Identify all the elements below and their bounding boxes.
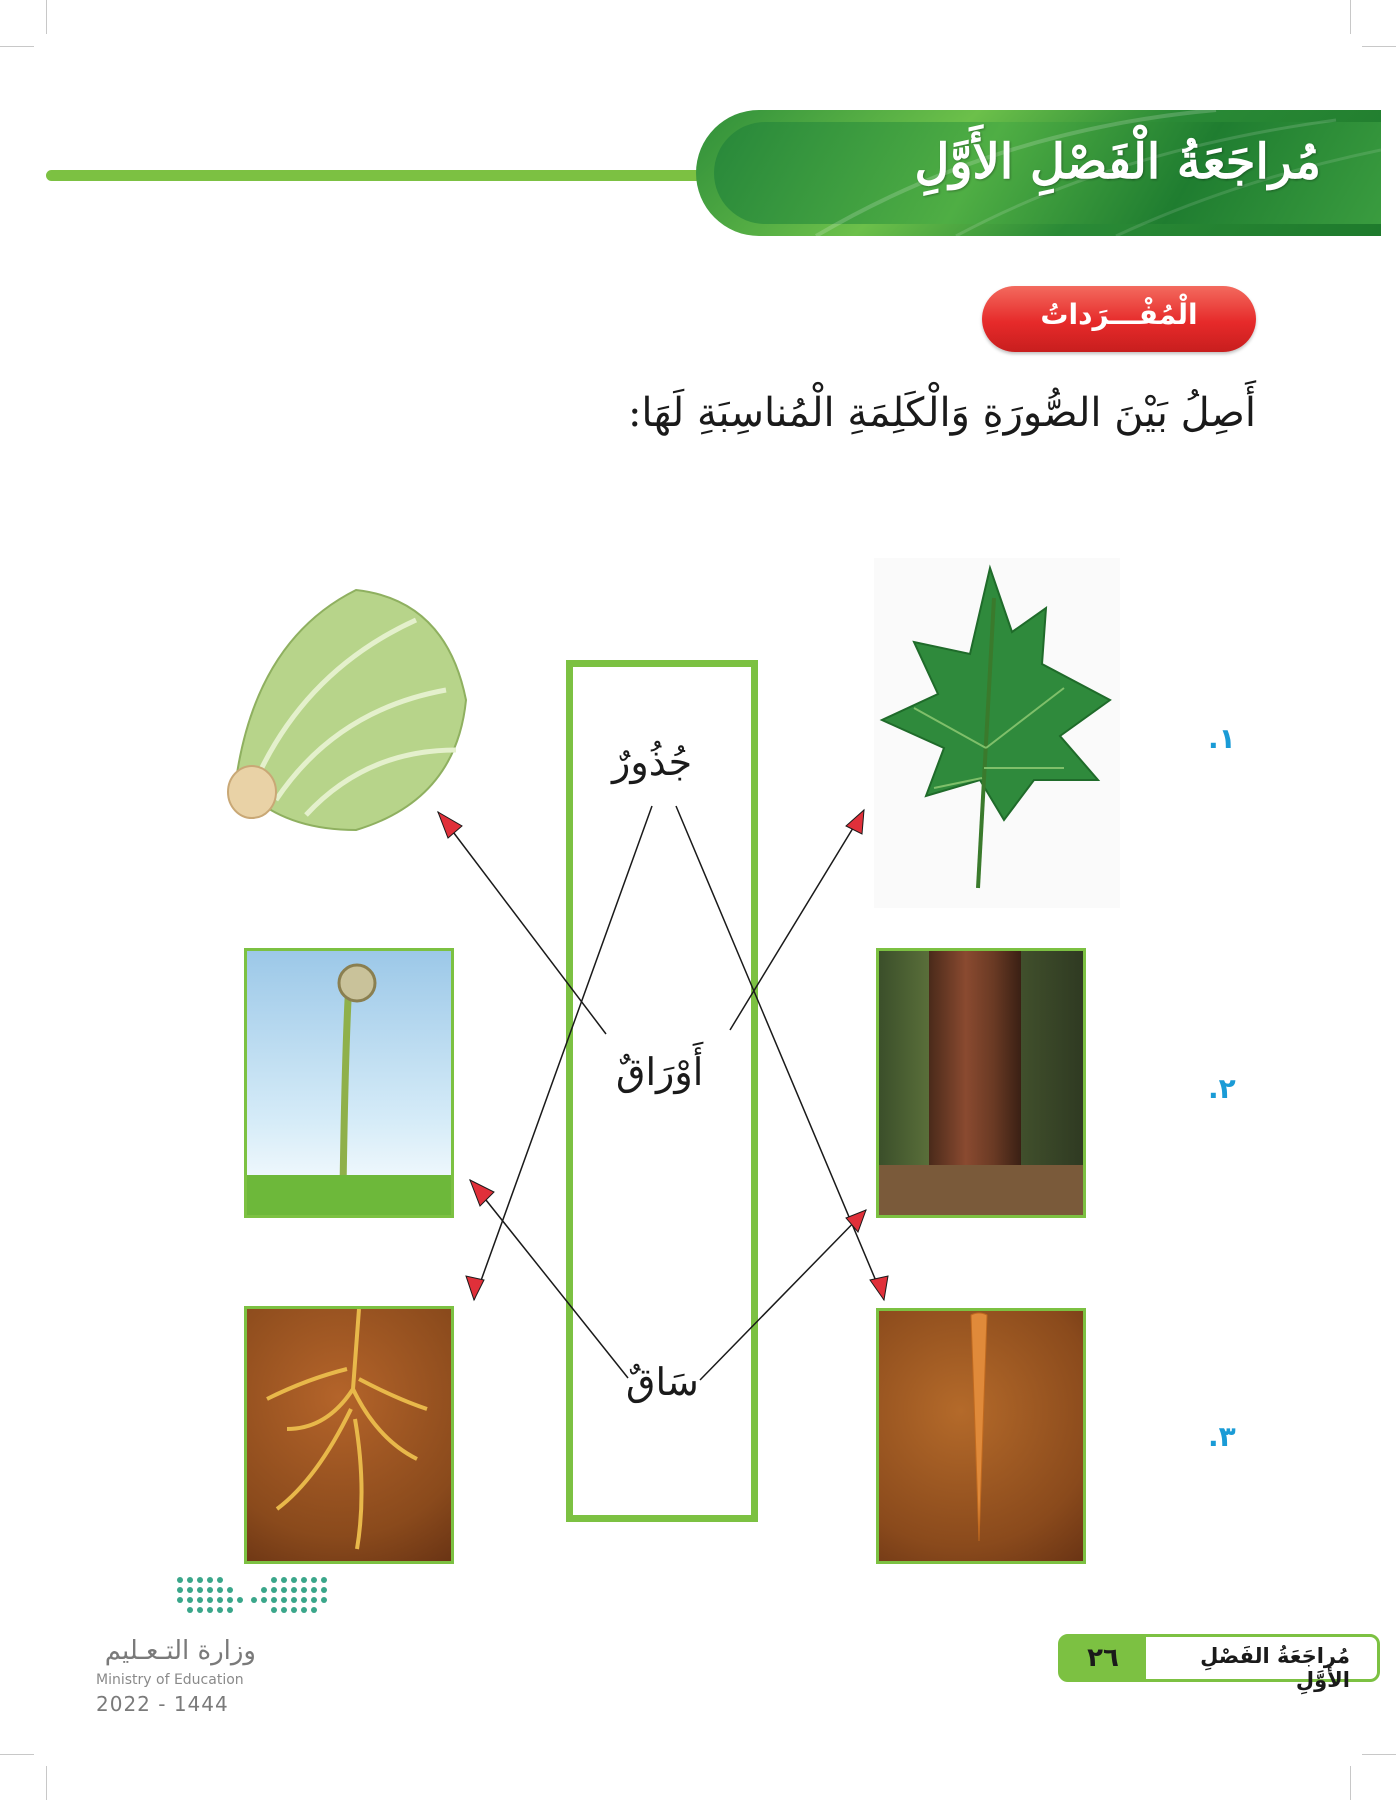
row-number-1: ١. <box>1208 722 1236 755</box>
line-stem-to-flower <box>470 1180 628 1378</box>
word-roots[interactable]: جُذُورٌ <box>612 740 693 784</box>
page-number: ٢٦ <box>1060 1636 1146 1680</box>
arrowheads <box>438 810 888 1300</box>
ministry-name-english: Ministry of Education <box>96 1672 244 1688</box>
footer-title: مُراجَعَةُ الفَصْلِ الأَوَّلِ <box>1200 1644 1350 1692</box>
arrowhead-icon <box>846 1210 866 1232</box>
arrowhead-icon <box>466 1276 484 1300</box>
chapter-title: مُراجَعَةُ الْفَصْلِ الأَوَّلِ <box>914 134 1321 190</box>
ministry-name-arabic: وزارة التـعـليم <box>104 1636 256 1666</box>
vocabulary-label: الْمُفْـــرَداتُ <box>1040 298 1198 331</box>
row-number-2: ٢. <box>1208 1072 1236 1105</box>
line-leaves-to-leaf <box>730 810 864 1030</box>
instruction-text: أَصِلُ بَيْنَ الصُّورَةِ وَالْكَلِمَةِ الْمُناسِبَةِ لَهَا: <box>627 390 1256 436</box>
arrowhead-icon <box>438 812 462 838</box>
publication-year: 2022 - 1444 <box>96 1692 229 1716</box>
line-leaves-to-lettuce <box>438 812 606 1034</box>
word-leaves[interactable]: أَوْرَاقٌ <box>616 1050 704 1094</box>
ministry-logo-icon <box>174 1574 334 1626</box>
arrowhead-icon <box>846 810 864 834</box>
line-stem-to-tree <box>700 1210 866 1380</box>
line-roots-to-branching-roots <box>474 806 652 1300</box>
word-stem[interactable]: سَاقٌ <box>626 1360 699 1404</box>
row-number-3: ٣. <box>1208 1420 1236 1453</box>
arrowhead-icon <box>470 1180 494 1206</box>
arrowhead-icon <box>870 1276 888 1300</box>
